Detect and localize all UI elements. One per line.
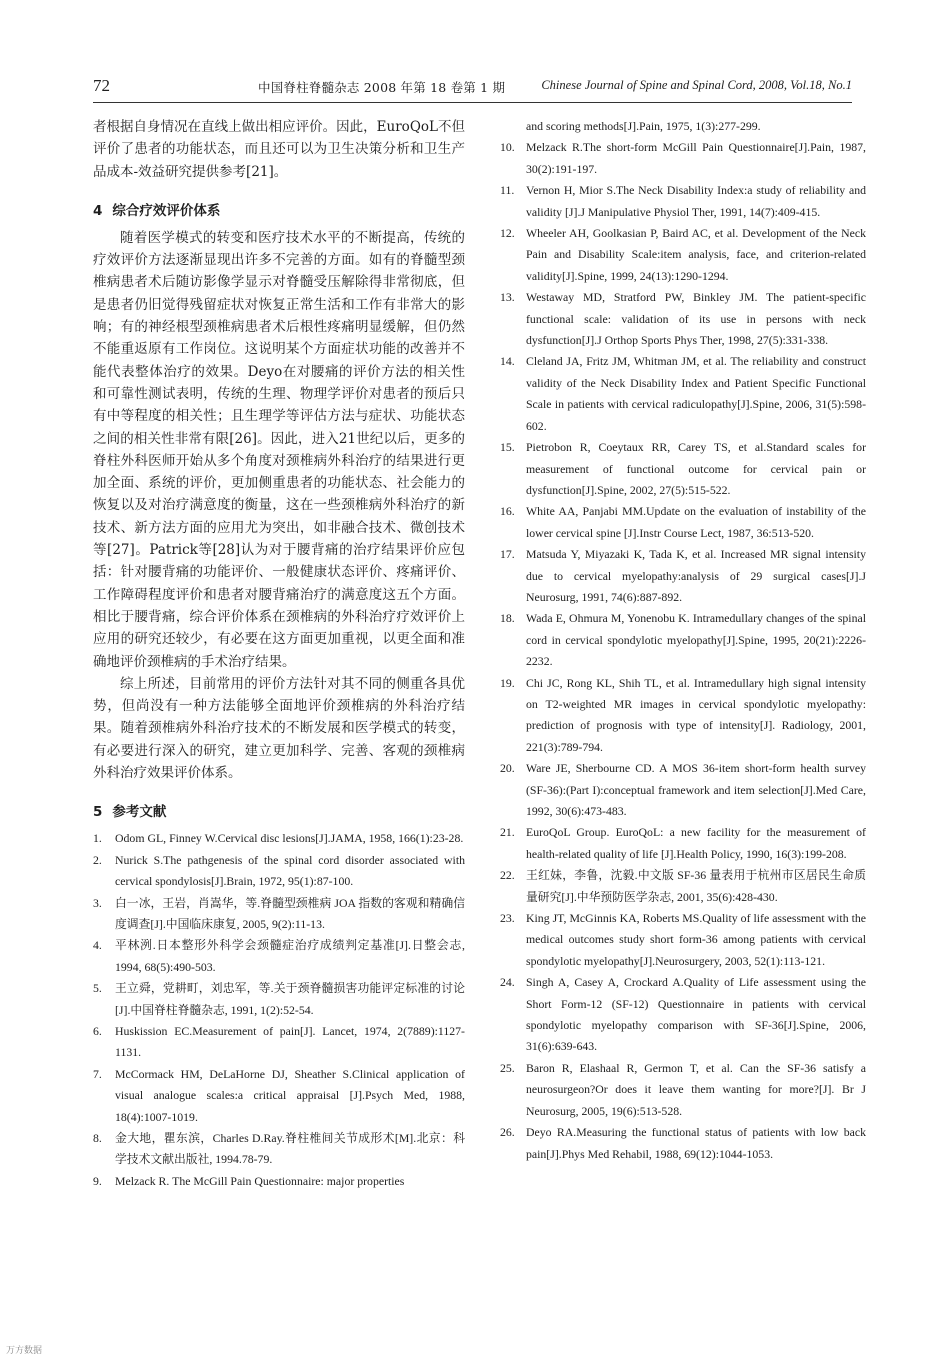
ref-number: 13. — [500, 290, 515, 305]
reference-item — [93, 935, 465, 978]
ref-text: 金大地，瞿东滨，Charles D.Ray.脊柱椎间关节成形术[M].北京：科学技术文献出版社, 1994.78-79. — [115, 1131, 465, 1167]
reference-item — [93, 850, 465, 893]
section-number: 5 — [93, 804, 103, 821]
ref-number: 15. — [500, 440, 515, 455]
ref-text: McCormack HM, DeLaHorne DJ, Sheather S.Clinical application of visual analogue scales:a critical appraisal [J].Psych Med, 1988, 18(4):1007-1019. — [115, 1066, 465, 1124]
ref-text: King JT, McGinnis KA, Roberts MS.Quality of life assessment with the medical outcomes study short form-36 among patients with cervical spondylotic myelopathy[J].Neurosurgery, 2003, 52(1):113-121. — [526, 911, 866, 968]
section-5-heading — [93, 800, 465, 820]
ref-number: 22. — [500, 868, 515, 883]
reference-item — [93, 1171, 465, 1192]
ref-number: 11. — [500, 183, 515, 198]
reference-item — [500, 223, 866, 287]
ref-number: 24. — [500, 975, 515, 990]
ref-number: 26. — [500, 1125, 515, 1140]
reference-item — [93, 1064, 465, 1128]
ref-number: 25. — [500, 1060, 515, 1075]
ref-text: Nurick S.The pathgenesis of the spinal cord disorder associated with cervical spondylosis[J].Brain, 1972, 95(1):87-100. — [115, 852, 465, 889]
ref-text: 白一冰，王岩，肖嵩华，等.脊髓型颈椎病 JOA 指数的客观和精确信度调查[J].中国临床康复, 2005, 9(2):11-13. — [115, 895, 465, 931]
left-column — [93, 116, 465, 1192]
reference-item — [93, 893, 465, 936]
ref-text: Vernon H, Mior S.The Neck Disability Index:a study of reliability and validity [J].J Manipulative Physiol Ther, 1991, 14(7):409-415. — [526, 183, 866, 219]
intro-paragraph: 者根据自身情况在直线上做出相应评价。因此，EuroQoL不但评价了患者的功能状态，而且还可以为卫生决策分析和卫生产品成本-效益研究提供参考[21]。 — [93, 119, 465, 180]
ref-text: Huskission EC.Measurement of pain[J]. Lancet, 1974, 2(7889):1127-1131. — [115, 1023, 465, 1060]
ref-number: 16. — [500, 504, 515, 519]
ref-number: 10. — [500, 140, 515, 155]
reference-item — [500, 1058, 866, 1122]
ref-text: Baron R, Elashaal R, Germon T, et al. Can the SF-36 satisfy a neurosurgeon?Or does it leave them wanting for more?[J]. Br J Neurosurg, 2005, 19(6):513-528. — [526, 1060, 866, 1118]
ref-text: Melzack R.The short-form McGill Pain Questionnaire[J].Pain, 1987, 30(2):191-197. — [526, 140, 866, 176]
ref-number: 18. — [500, 611, 515, 626]
reference-item — [500, 822, 866, 865]
reference-item — [93, 978, 465, 1021]
ref-text: Ware JE, Sherbourne CD. A MOS 36-item short-form health survey (SF-36):(Part I):conceptual framework and item selection[J].Med Care, 1992, 30(6):473-483. — [526, 761, 866, 818]
ref-number: 19. — [500, 675, 515, 690]
reference-item — [500, 1122, 866, 1165]
ref-text: Wheeler AH, Goolkasian P, Baird AC, et al. Development of the Neck Pain and Disability Scale:item analysis, face, and criterion-related validity[J].Spine, 1999, 24(13):1290-1294. — [526, 226, 866, 283]
ref-text: Cleland JA, Fritz JM, Whitman JM, et al. The reliability and construct validity of the Neck Disability Index and Patient Specific Functional Scale in patients with cervical radiculopathy[J].Spine, 2006, 31(5):598-602. — [526, 354, 866, 433]
ref-text: Singh A, Casey A, Crockard A.Quality of Life assessment using the Short Form-12 (SF-12) Questionnaire in patients with cervical spondylotic myelopathy comparison with SF-36[J].Spine, 2006, 31(6):639-643. — [526, 975, 866, 1054]
section-number: 4 — [93, 202, 103, 219]
ref-number: 1. — [93, 831, 102, 846]
ref-number: 12. — [500, 226, 515, 241]
ref-number: 17. — [500, 547, 515, 562]
reference-list-right — [500, 137, 866, 1165]
running-header — [93, 76, 852, 103]
reference-item — [500, 758, 866, 822]
ref-number: 8. — [93, 1131, 102, 1145]
ref-text: Deyo RA.Measuring the functional status of patients with low back pain[J].Phys Med Rehabil, 1988, 69(12):1044-1053. — [526, 1125, 866, 1161]
ref-number: 4. — [93, 938, 102, 953]
ref-text: Chi JC, Rong KL, Shih TL, et al. Intramedullary high signal intensity on T2-weighted MR images in cervical spondylotic myelopathy: prediction of prognosis with type of intensity[J]. Radiology, 2001, 221(3):789-794. — [526, 675, 866, 754]
ref-number: 23. — [500, 911, 515, 926]
journal-title-en: Chinese Journal of Spine and Spinal Cord, 2008, Vol.18, No.1 — [541, 78, 852, 92]
section-4-paragraph-1: 随着医学模式的转变和医疗技术水平的不断提高，传统的疗效评价方法逐渐显现出许多不完善的方面。如有的脊髓型颈椎病患者术后随访影像学显示对脊髓受压解除得非常彻底，但是患者仍旧觉得残留症状对恢复正常生活和工作有非常大的影响；有的神经根型颈椎病患者术后根性疼痛明显缓解，但仍然不能重返原有工作岗位。这说明某个方面症状功能的改善并不能代表整体治疗的效果。Deyo在对腰痛的评价方法的相关性和可靠性测试表明，传统的生理、物理学评价对患者的预后只有中等程度的相关性；且生理学等评估方法与症状、功能状态之间的相关性非常有限[26]。因此，进入21世纪以后，更多的脊柱外科医师开始从多个角度对颈椎病外科治疗的结果进行更加全面、系统的评价，更加侧重患者的功能状态、社会能力的恢复以及对治疗满意度的衡量，这在一些颈椎病外科治疗的新技术、新方法方面的应用尤为突出，如非融合技术、微创技术等[27]。Patrick等[28]认为对于腰背痛的治疗结果评价应包括：针对腰背痛的功能评价、一般健康状态评价、疼痛评价、工作障碍程度评价和患者对腰背痛治疗的满意度这五个方面。相比于腰背痛，综合评价体系在颈椎病的外科治疗疗效评价上应用的研究还较少，有必要在这方面更加重视，以更全面和准确地评价颈椎病的手术治疗结果。 — [93, 229, 465, 670]
reference-item — [93, 1021, 465, 1064]
ref-number: 3. — [93, 895, 102, 910]
reference-item — [500, 544, 866, 608]
reference-continuation: and scoring methods[J].Pain, 1975, 1(3):277-299. — [526, 119, 761, 133]
reference-item — [500, 908, 866, 972]
reference-list-left — [93, 828, 465, 1192]
right-column — [500, 116, 866, 1165]
section-title: 参考文献 — [112, 804, 167, 821]
ref-number: 7. — [93, 1066, 102, 1081]
ref-text: Pietrobon R, Coeytaux RR, Carey TS, et al.Standard scales for measurement of functional outcome for cervical pain or dysfunction[J].Spine, 2002, 27(5):515-522. — [526, 440, 866, 497]
ref-text: White AA, Panjabi MM.Update on the evaluation of instability of the lower cervical spine [J].Instr Course Lect, 1987, 36:513-520. — [526, 504, 866, 540]
reference-item — [500, 287, 866, 351]
reference-item — [93, 1128, 465, 1171]
reference-item — [500, 351, 866, 437]
ref-number: 21. — [500, 825, 515, 840]
ref-number: 5. — [93, 981, 102, 996]
reference-item — [500, 501, 866, 544]
ref-text: Wada E, Ohmura M, Yonenobu K. Intramedullary changes of the spinal cord in cervical spondylotic myelopathy[J].Spine, 1995, 20(21):2226-2232. — [526, 611, 866, 669]
ref-number: 20. — [500, 761, 515, 776]
ref-number: 9. — [93, 1173, 102, 1188]
ref-text: EuroQoL Group. EuroQoL: a new facility for the measurement of health-related quality of life [J].Health Policy, 1990, 16(3):199-208. — [526, 825, 866, 861]
reference-item — [500, 865, 866, 908]
section-title: 综合疗效评价体系 — [112, 202, 221, 219]
ref-text: 平林洌.日本整形外科学会颈髓症治疗成绩判定基准[J].日整会志, 1994, 68(5):490-503. — [115, 938, 465, 974]
watermark: 万方数据 — [6, 1346, 43, 1356]
reference-item — [500, 180, 866, 223]
ref-number: 6. — [93, 1023, 102, 1038]
reference-item — [500, 673, 866, 759]
section-4-heading — [93, 199, 465, 219]
ref-number: 14. — [500, 354, 515, 369]
reference-item — [500, 608, 866, 672]
ref-text: 王红妹，李鲁，沈毅.中文版 SF-36 量表用于杭州市区居民生命质量研究[J].中华预防医学杂志, 2001, 35(6):428-430. — [526, 868, 866, 904]
page-number: 72 — [93, 76, 110, 95]
ref-text: 王立舜，党耕町，刘忠军，等.关于颈脊髓损害功能评定标准的讨论[J].中国脊柱脊髓杂志, 1991, 1(2):52-54. — [115, 981, 465, 1017]
ref-text: Melzack R. The McGill Pain Questionnaire: major properties — [115, 1173, 405, 1188]
ref-text: Odom GL, Finney W.Cervical disc lesions[J].JAMA, 1958, 166(1):23-28. — [115, 831, 464, 846]
ref-text: Matsuda Y, Miyazaki K, Tada K, et al. Increased MR signal intensity due to cervical myelopathy:analysis of 29 surgical cases[J].J Neurosurg, 1991, 74(6):887-892. — [526, 547, 866, 604]
reference-item — [93, 828, 465, 849]
ref-text: Westaway MD, Stratford PW, Binkley JM. The patient-specific functional scale: validation of its use in persons with neck dysfunction[J].J Orthop Sports Phys Ther, 1998, 27(5):331-338. — [526, 290, 866, 348]
journal-title-cn: 中国脊柱脊髓杂志 2008 年第 18 卷第 1 期 — [258, 80, 506, 95]
reference-item — [500, 437, 866, 501]
section-4-paragraph-2: 综上所述，目前常用的评价方法针对其不同的侧重各具优势，但尚没有一种方法能够全面地评价颈椎病的外科治疗结果。随着颈椎病外科治疗技术的不断发展和医学模式的转变，有必要进行深入的研究，建立更加科学、完善、客观的颈椎病外科治疗效果评价体系。 — [93, 675, 465, 782]
reference-item — [500, 137, 866, 180]
ref-number: 2. — [93, 852, 102, 867]
reference-item — [500, 972, 866, 1058]
